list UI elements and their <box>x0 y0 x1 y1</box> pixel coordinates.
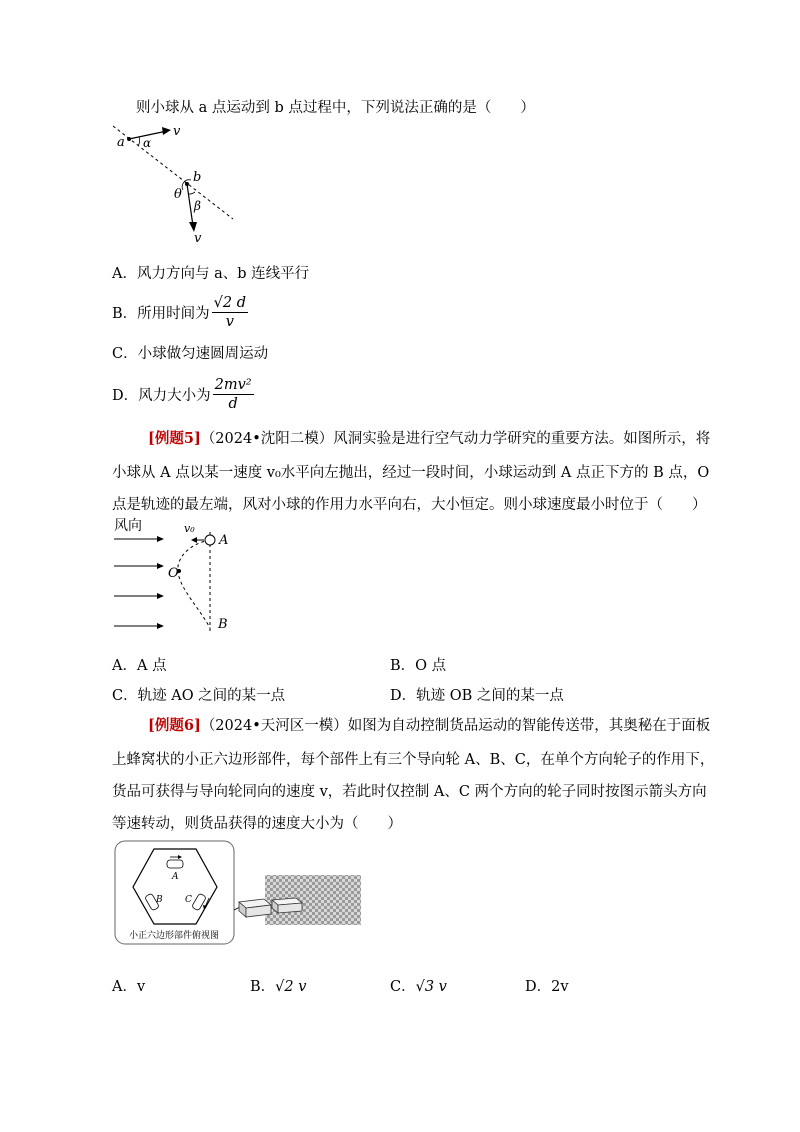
example5-line1: [例题5]（2024•沈阳二模）风洞实验是进行空气动力学研究的重要方法。如图所示，将 <box>148 430 711 447</box>
ex6-option-d: D．2v <box>525 979 569 995</box>
wind-tunnel-figure <box>108 514 248 639</box>
label-v-bottom: v <box>194 231 202 246</box>
ex5-option-a: A．A 点 <box>112 658 167 674</box>
label-B: B <box>218 617 228 632</box>
label-v-top: v <box>173 124 181 139</box>
label-v0: v₀ <box>184 522 195 535</box>
example6-line4: 等速转动，则货品获得的速度大小为（ ） <box>112 816 402 832</box>
option-c: C．小球做匀速圆周运动 <box>112 346 269 362</box>
example6-line2: 上蜂窝状的小正六边形部件，每个部件上有三个导向轮 A、B、C，在单个方向轮子的作用下， <box>112 752 715 768</box>
label-theta: θ <box>174 187 182 202</box>
ex6-option-b: B．√2 v <box>250 979 307 995</box>
example5-line2: 小球从 A 点以某一速度 v₀水平向左抛出，经过一段时间，小球运动到 A 点正下方的 B 点，O <box>112 465 710 481</box>
label-alpha: α <box>143 136 152 150</box>
ex5-option-b: B．O 点 <box>390 658 447 674</box>
ex5-option-d: D．轨迹 OB 之间的某一点 <box>390 688 564 704</box>
ex5-option-c: C．轨迹 AO 之间的某一点 <box>112 688 286 704</box>
label-b: b <box>193 170 202 185</box>
wheel-label-A: A <box>172 872 179 882</box>
figure-caption: 小正六边形部件俯视图 <box>128 931 220 941</box>
wheel-label-B: B <box>156 895 163 905</box>
label-a: a <box>117 135 125 150</box>
example5-line3: 点是轨迹的最左端，风对小球的作用力水平向右，大小恒定。则小球速度最小时位于（ ） <box>112 497 707 513</box>
option-a: A．风力方向与 a、b 连线平行 <box>112 266 310 282</box>
ex6-option-a: A．v <box>112 979 146 995</box>
wheel-label-C: C <box>185 895 192 905</box>
question-stem: 则小球从 a 点运动到 b 点过程中，下列说法正确的是（ ） <box>136 100 535 116</box>
time-fraction: $\frac{√2 d}{v}$ <box>213 295 247 330</box>
ex6-option-c: C．√3 v <box>390 979 447 995</box>
option-b: B． 所用时间为 $\frac{√2 d}{v}$ <box>112 295 247 330</box>
example6-line3: 货品可获得与导向轮同向的速度 v，若此时仅控制 A、C 两个方向的轮子同时按图示箭头方向 <box>112 784 707 800</box>
trajectory-figure <box>105 118 245 248</box>
option-d: D． 风力大小为 $\frac{\text{2mv²}}{d}$ <box>112 377 252 412</box>
label-O: O <box>168 566 179 581</box>
hexagon-figure <box>114 840 364 946</box>
example6-line1: [例题6]（2024•天河区一模）如图为自动控制货品运动的智能传送带，其奥秘在于面板 <box>148 717 711 734</box>
wind-label: 风向 <box>114 518 142 534</box>
force-fraction: $\frac{\text{2mv²}}{d}$ <box>214 377 252 412</box>
label-beta: β <box>194 199 201 213</box>
label-A: A <box>219 533 229 548</box>
